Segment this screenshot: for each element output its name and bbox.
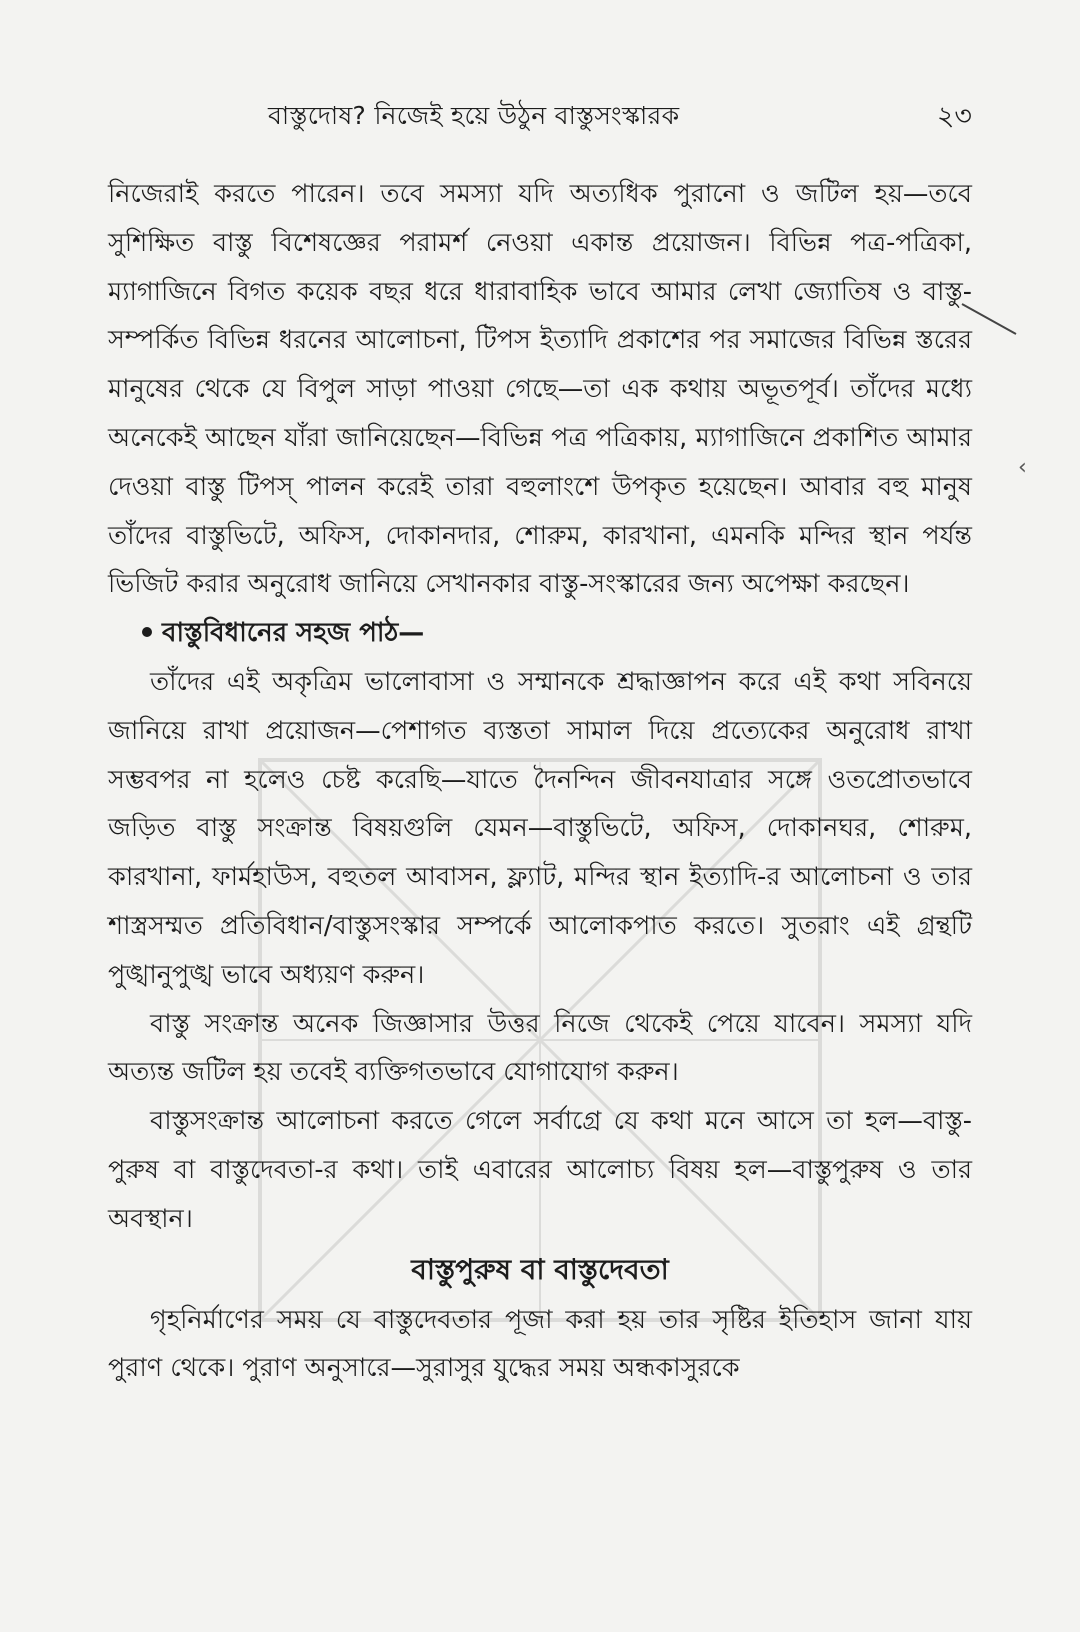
- margin-tick-mark: ‹: [1018, 455, 1027, 480]
- paragraph-2: তাঁদের এই অকৃত্রিম ভালোবাসা ও সম্মানকে শ্রদ্ধাজ্ঞাপন করে এই কথা সবিনয়ে জানিয়ে রাখা প্রয়োজন—পেশাগত ব্যস্ততা সামাল দিয়ে প্রত্যেকের অনুরোধ রাখা সম্ভবপর না হলেও চেষ্ট করেছি—যাতে দৈনন্দিন জীবনযাত্রার সঙ্গে ওতপ্রোতভাবে জড়িত বাস্তু সংক্রান্ত বিষয়গুলি যেমন—বাস্তুভিটে, অফিস, দোকানঘর, শোরুম, কারখানা, ফার্মহাউস, বহুতল আবাসন, ফ্ল্যাট, মন্দির স্থান ইত্যাদি-র আলোচনা ও তার শাস্ত্রসম্মত প্রতিবিধান/বাস্তুসংস্কার সম্পর্কে আলোকপাত করতে। সুতরাং এই গ্রন্থটি পুঙ্খানুপুঙ্খ ভাবে অধ্যয়ণ করুন।: [108, 666, 972, 990]
- section-title: বাস্তুপুরুষ বা বাস্তুদেবতা: [411, 1252, 669, 1286]
- bullet-icon: [142, 627, 152, 637]
- paragraph-1: নিজেরাই করতে পারেন। তবে সমস্যা যদি অত্যধিক পুরানো ও জটিল হয়—তবে সুশিক্ষিত বাস্তু বিশেষজ্ঞের পরামর্শ নেওয়া একান্ত প্রয়োজন। বিভিন্ন পত্র-পত্রিকা, ম্যাগাজিনে বিগত কয়েক বছর ধরে ধারাবাহিক ভাবে আমার লেখা জ্যোতিষ ও বাস্তু-সম্পর্কিত বিভিন্ন ধরনের আলোচনা, টিপস ইত্যাদি প্রকাশের পর সমাজের বিভিন্ন স্তরের মানুষের থেকে যে বিপুল সাড়া পাওয়া গেছে—তা এক কথায় অভূতপূর্ব। তাঁদের মধ্যে অনেকেই আছেন যাঁরা জানিয়েছেন—বিভিন্ন পত্র পত্রিকায়, ম্যাগাজিনে প্রকাশিত আমার দেওয়া বাস্তু টিপস্ পালন করেই তারা বহুলাংশে উপকৃত হয়েছেন। আবার বহু মানুষ তাঁদের বাস্তুভিটে, অফিস, দোকানদার, শোরুম, কারখানা, এমনকি মন্দির স্থান পর্যন্ত ভিজিট করার অনুরোধ জানিয়ে সেখানকার বাস্তু-সংস্কারের জন্য অপেক্ষা করছেন।: [108, 179, 972, 600]
- body-text: [108, 170, 972, 1393]
- subheading: [108, 609, 972, 658]
- running-title: বাস্তুদোষ? নিজেই হয়ে উঠুন বাস্তুসংস্কারক: [268, 101, 680, 130]
- page-number: ২৩: [936, 101, 972, 132]
- running-header: [108, 96, 972, 140]
- paragraph-5: গৃহনির্মাণের সময় যে বাস্তুদেবতার পূজা করা হয় তার সৃষ্টির ইতিহাস জানা যায় পুরাণ থেকে। পুরাণ অনুসারে—সুরাসুর যুদ্ধের সময় অন্ধকাসুরকে: [108, 1304, 972, 1384]
- paragraph-4: বাস্তুসংক্রান্ত আলোচনা করতে গেলে সর্বাগ্রে যে কথা মনে আসে তা হল—বাস্তু-পুরুষ বা বাস্তুদেবতা-র কথা। তাই এবারের আলোচ্য বিষয় হল—বাস্তুপুরুষ ও তার অবস্থান।: [108, 1106, 972, 1234]
- paragraph-3: বাস্তু সংক্রান্ত অনেক জিজ্ঞাসার উত্তর নিজে থেকেই পেয়ে যাবেন। সমস্যা যদি অত্যন্ত জটিল হয় তবেই ব্যক্তিগতভাবে যোগাযোগ করুন।: [108, 1008, 972, 1088]
- margin-pencil-mark: [960, 300, 1020, 340]
- subheading-text: বাস্তুবিধানের সহজ পাঠ—: [162, 618, 425, 649]
